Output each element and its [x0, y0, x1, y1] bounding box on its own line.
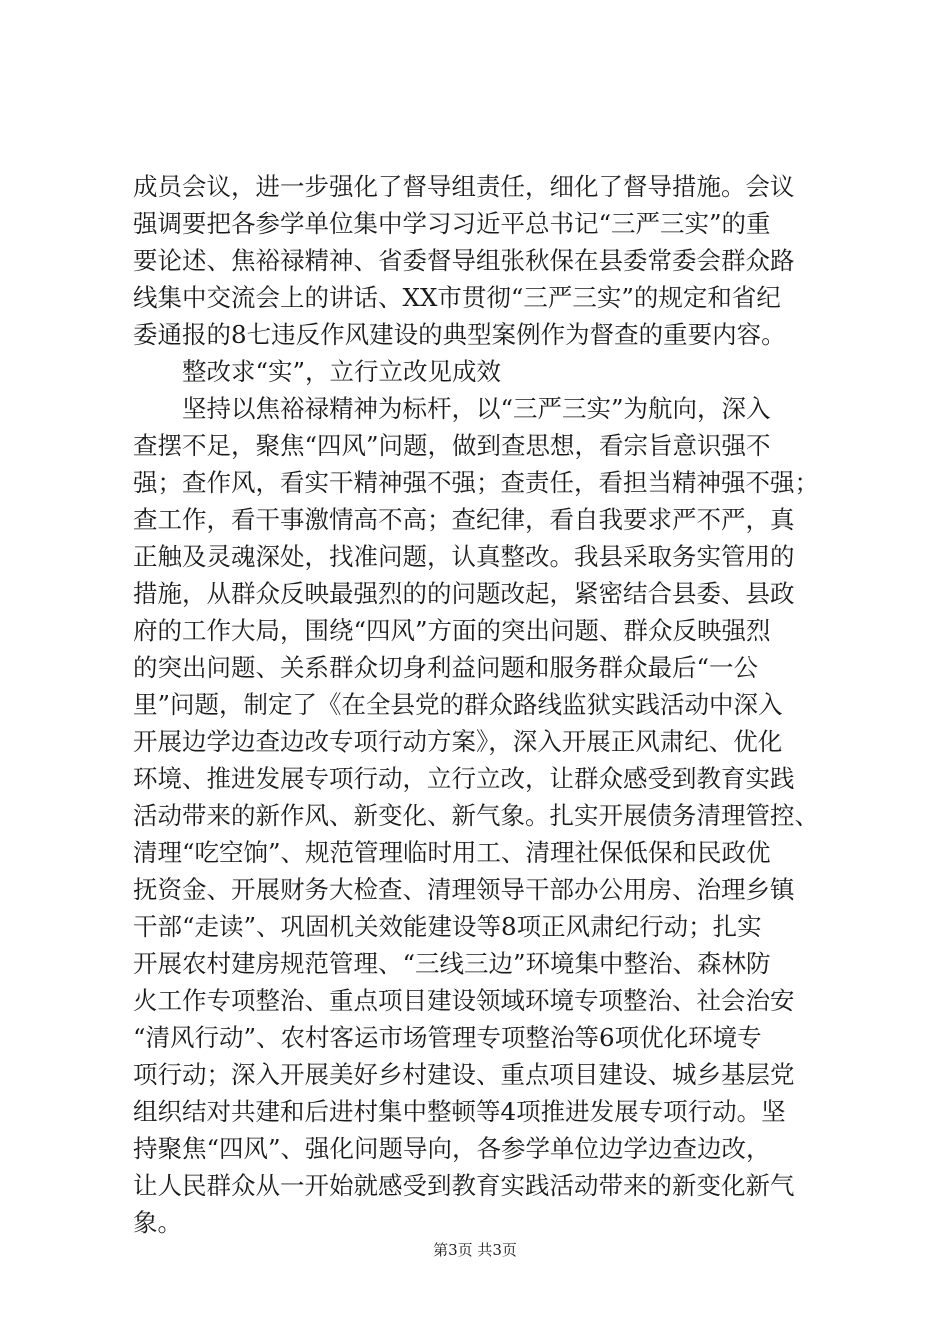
page-footer	[0, 1240, 950, 1260]
text-line: 府的工作大局，围绕“四风”方面的突出问题、群众反映强烈	[133, 616, 771, 645]
text-line: 清理“吃空饷”、规范管理临时用工、清理社保低保和民政优	[133, 838, 771, 867]
text-line: 的突出问题、关系群众切身利益问题和服务群众最后“一公	[133, 653, 759, 682]
text-line: 环境、推进发展专项行动，立行立改，让群众感受到教育实践	[133, 764, 795, 793]
page-number: 第3页 共3页	[433, 1241, 517, 1259]
text-line: 火工作专项整治、重点项目建设领域环境专项整治、社会治安	[133, 986, 795, 1015]
text-line: 要论述、焦裕禄精神、省委督导组张秋保在县委常委会群众路	[133, 246, 795, 275]
text-line: 抚资金、开展财务大检查、清理领导干部办公用房、治理乡镇	[133, 875, 795, 904]
text-line: 坚持以焦裕禄精神为标杆，以“三严三实”为航向，深入	[133, 394, 771, 423]
text-line: 活动带来的新作风、新变化、新气象。扎实开展债务清理管控、	[133, 801, 819, 830]
text-line: 强；查作风，看实干精神强不强；查责任，看担当精神强不强；	[133, 468, 819, 497]
text-line: 开展农村建房规范管理、“三线三边”环境集中整治、森林防	[133, 949, 771, 978]
text-line: 成员会议，进一步强化了督导组责任，细化了督导措施。会议	[133, 172, 795, 201]
text-line: “清风行动”、农村客运市场管理专项整治等6项优化环境专	[133, 1023, 762, 1052]
text-line: 查摆不足，聚焦“四风”问题，做到查思想，看宗旨意识强不	[133, 431, 771, 460]
text-line: 组织结对共建和后进村集中整顿等4项推进发展专项行动。坚	[133, 1097, 786, 1126]
text-line: 措施，从群众反映最强烈的的问题改起，紧密结合县委、县政	[133, 579, 795, 608]
text-line: 项行动；深入开展美好乡村建设、重点项目建设、城乡基层党	[133, 1060, 795, 1089]
text-line: 正触及灵魂深处，找准问题，认真整改。我县采取务实管用的	[133, 542, 795, 571]
body-text	[133, 168, 863, 1241]
text-line: 查工作，看干事激情高不高；查纪律，看自我要求严不严，真	[133, 505, 795, 534]
section-heading: 整改求“实”，立行立改见成效	[133, 357, 502, 386]
text-line: 让人民群众从一开始就感受到教育实践活动带来的新变化新气	[133, 1171, 795, 1200]
text-line: 强调要把各参学单位集中学习习近平总书记“三严三实”的重	[133, 209, 771, 238]
text-line: 开展边学边查边改专项行动方案》，深入开展正风肃纪、优化	[133, 727, 783, 756]
text-line: 持聚焦“四风”、强化问题导向，各参学单位边学边查边改，	[133, 1134, 771, 1163]
text-line: 里”问题，制定了《在全县党的群众路线监狱实践活动中深入	[133, 690, 783, 719]
text-line: 委通报的8七违反作风建设的典型案例作为督查的重要内容。	[133, 320, 786, 349]
text-line: 线集中交流会上的讲话、XX市贯彻“三严三实”的规定和省纪	[133, 283, 781, 312]
text-line: 干部“走读”、巩固机关效能建设等8项正风肃纪行动；扎实	[133, 912, 762, 941]
text-line: 象。	[133, 1208, 182, 1237]
